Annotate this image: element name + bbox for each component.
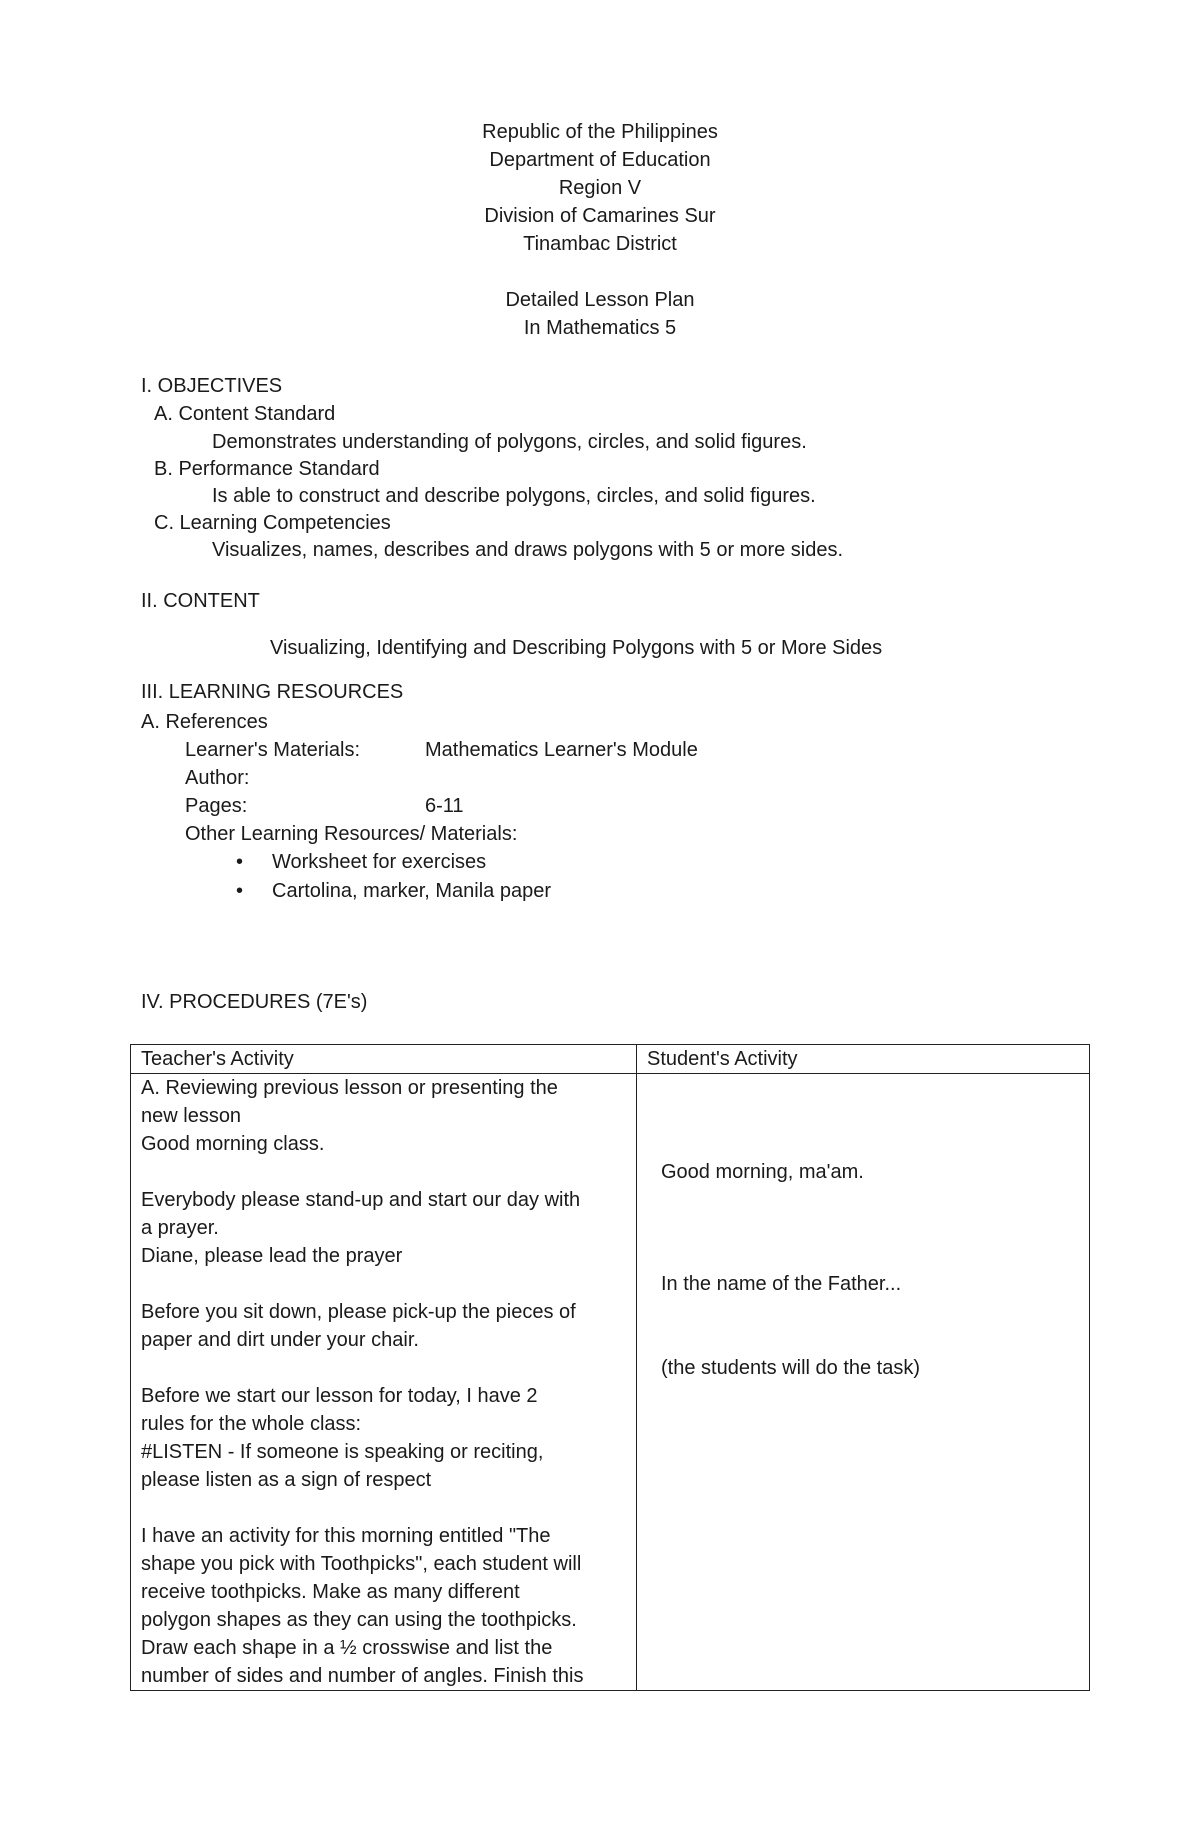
teacher-line: new lesson — [141, 1105, 242, 1127]
teacher-line: Before we start our lesson for today, I have 2 — [141, 1385, 538, 1407]
plan-title: Detailed Lesson Plan — [505, 289, 695, 311]
teacher-line: Before you sit down, please pick-up the pieces of — [141, 1301, 576, 1323]
other-resources-label: Other Learning Resources/ Materials: — [185, 823, 518, 845]
content-heading: II. CONTENT — [141, 590, 260, 612]
teacher-line: Diane, please lead the prayer — [141, 1245, 403, 1267]
teacher-line — [141, 1354, 626, 1382]
teacher-line: number of sides and number of angles. Finish this — [141, 1665, 584, 1687]
teacher-line: receive toothpicks. Make as many different — [141, 1581, 520, 1603]
content-topic: Visualizing, Identifying and Describing Polygons with 5 or More Sides — [270, 637, 883, 659]
student-response: (the students will do the task) — [661, 1357, 921, 1379]
content-standard-text: Demonstrates understanding of polygons, circles, and solid figures. — [212, 431, 807, 453]
references-label: A. References — [141, 711, 268, 733]
learners-materials-value: Mathematics Learner's Module — [425, 739, 698, 761]
header-line-region: Region V — [558, 177, 642, 199]
student-response: In the name of the Father... — [661, 1273, 902, 1295]
teacher-line: shape you pick with Toothpicks", each student will — [141, 1553, 582, 1575]
header-line-division: Division of Camarines Sur — [484, 205, 716, 227]
teacher-column-header: Teacher's Activity — [131, 1045, 637, 1074]
document-header — [0, 118, 1200, 342]
teacher-line — [141, 1270, 626, 1298]
teacher-line — [141, 1158, 626, 1186]
resource-item: Cartolina, marker, Manila paper — [272, 880, 552, 902]
teacher-activity-cell — [131, 1074, 637, 1691]
table-row — [131, 1074, 1090, 1691]
bullet-icon: • — [236, 851, 244, 873]
performance-standard-text: Is able to construct and describe polygons, circles, and solid figures. — [212, 485, 816, 507]
plan-subject: In Mathematics 5 — [523, 317, 677, 339]
competencies-text: Visualizes, names, describes and draws polygons with 5 or more sides. — [212, 539, 844, 561]
teacher-line: #LISTEN - If someone is speaking or reciting, — [141, 1441, 544, 1463]
performance-standard-label: B. Performance Standard — [154, 458, 380, 480]
header-gap — [0, 258, 1200, 286]
teacher-line: Good morning class. — [141, 1133, 325, 1155]
teacher-line: A. Reviewing previous lesson or presenting the — [141, 1077, 558, 1099]
teacher-line: polygon shapes as they can using the toothpicks. — [141, 1609, 577, 1631]
author-label: Author: — [185, 767, 250, 789]
procedures-table — [130, 1044, 1090, 1691]
header-line-department: Department of Education — [489, 149, 711, 171]
resources-heading: III. LEARNING RESOURCES — [141, 681, 404, 703]
bullet-icon: • — [236, 880, 244, 902]
content-standard-label: A. Content Standard — [154, 403, 336, 425]
header-line-district: Tinambac District — [523, 233, 677, 255]
teacher-line: a prayer. — [141, 1217, 219, 1239]
teacher-line: rules for the whole class: — [141, 1413, 362, 1435]
procedures-heading: IV. PROCEDURES (7E's) — [141, 991, 368, 1013]
learners-materials-label: Learner's Materials: — [185, 739, 360, 761]
header-line-republic: Republic of the Philippines — [482, 121, 718, 143]
competencies-label: C. Learning Competencies — [154, 512, 391, 534]
teacher-line: paper and dirt under your chair. — [141, 1329, 419, 1351]
teacher-line: Everybody please stand-up and start our day with — [141, 1189, 581, 1211]
pages-label: Pages: — [185, 795, 248, 817]
student-activity-cell — [637, 1074, 1090, 1691]
teacher-line: please listen as a sign of respect — [141, 1469, 432, 1491]
pages-value: 6-11 — [425, 795, 464, 817]
student-response: Good morning, ma'am. — [661, 1161, 864, 1183]
resource-item: Worksheet for exercises — [272, 851, 487, 873]
teacher-line: Draw each shape in a ½ crosswise and list the — [141, 1637, 553, 1659]
objectives-heading: I. OBJECTIVES — [141, 375, 283, 397]
teacher-line: I have an activity for this morning entitled "The — [141, 1525, 551, 1547]
table-header-row — [131, 1045, 1090, 1074]
teacher-line — [141, 1494, 626, 1522]
student-column-header: Student's Activity — [637, 1045, 1090, 1074]
